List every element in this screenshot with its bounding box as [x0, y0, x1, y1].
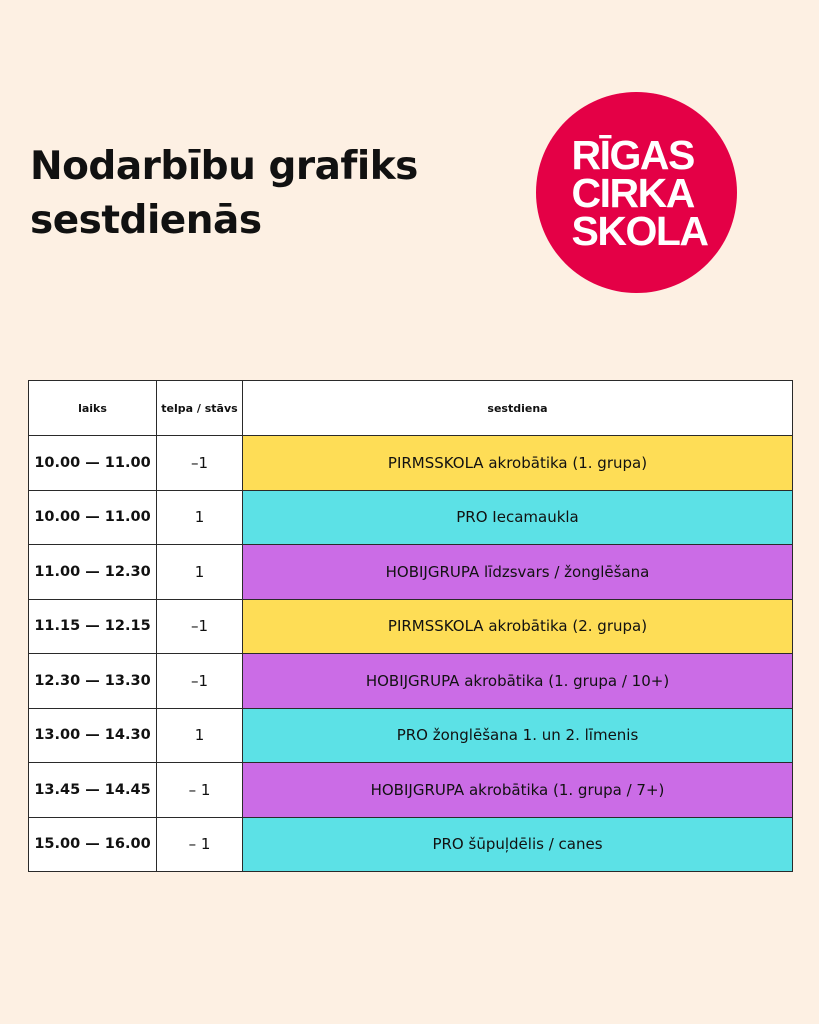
activity-cell: HOBIJGRUPA akrobātika (1. grupa / 10+) [243, 654, 793, 709]
header-time: laiks [29, 381, 157, 436]
table-header-row [29, 381, 793, 436]
room-cell: –1 [157, 599, 243, 654]
time-cell: 11.00 — 12.30 [29, 545, 157, 600]
header-saturday: sestdiena [243, 381, 793, 436]
activity-cell: PIRMSSKOLA akrobātika (1. grupa) [243, 436, 793, 491]
school-logo [536, 92, 737, 293]
title-line-2: sestdienās [30, 198, 262, 243]
table-row [29, 599, 793, 654]
room-cell: 1 [157, 708, 243, 763]
time-cell: 12.30 — 13.30 [29, 654, 157, 709]
activity-cell: HOBIJGRUPA akrobātika (1. grupa / 7+) [243, 763, 793, 818]
logo-line-1: RĪGAS [571, 131, 694, 178]
time-cell: 11.15 — 12.15 [29, 599, 157, 654]
time-cell: 13.00 — 14.30 [29, 708, 157, 763]
activity-cell: PRO šūpuļdēlis / canes [243, 817, 793, 872]
title-line-1: Nodarbību grafiks [30, 144, 418, 189]
schedule-table [28, 380, 793, 872]
logo-wordmark [571, 131, 708, 254]
page-title [30, 140, 418, 248]
table-row [29, 817, 793, 872]
activity-cell: PRO žonglēšana 1. un 2. līmenis [243, 708, 793, 763]
room-cell: 1 [157, 490, 243, 545]
time-cell: 13.45 — 14.45 [29, 763, 157, 818]
table-row [29, 545, 793, 600]
time-cell: 15.00 — 16.00 [29, 817, 157, 872]
logo-line-3: SKOLA [571, 207, 708, 254]
table-row [29, 654, 793, 709]
room-cell: 1 [157, 545, 243, 600]
header-room: telpa / stāvs [157, 381, 243, 436]
table-row [29, 708, 793, 763]
room-cell: – 1 [157, 763, 243, 818]
room-cell: – 1 [157, 817, 243, 872]
table-row [29, 490, 793, 545]
activity-cell: HOBIJGRUPA līdzsvars / žonglēšana [243, 545, 793, 600]
table-row [29, 763, 793, 818]
logo-line-2: CIRKA [571, 169, 694, 216]
activity-cell: PRO Iecamaukla [243, 490, 793, 545]
time-cell: 10.00 — 11.00 [29, 436, 157, 491]
table-row [29, 436, 793, 491]
activity-cell: PIRMSSKOLA akrobātika (2. grupa) [243, 599, 793, 654]
room-cell: –1 [157, 654, 243, 709]
room-cell: –1 [157, 436, 243, 491]
time-cell: 10.00 — 11.00 [29, 490, 157, 545]
